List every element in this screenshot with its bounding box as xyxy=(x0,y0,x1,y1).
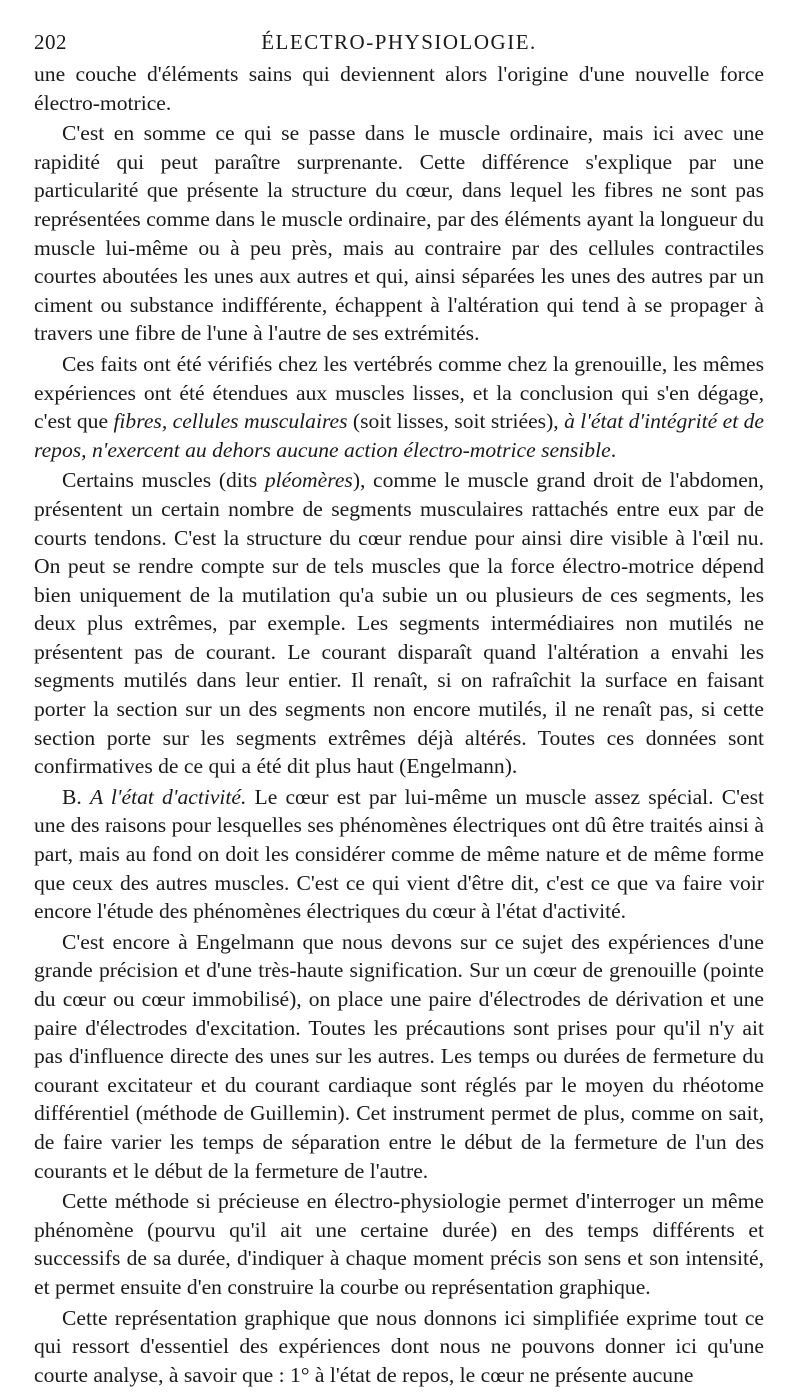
paragraph-1: une couche d'éléments sains qui deviennent alors l'origine d'une nouvelle force électro-motrice. xyxy=(34,62,764,115)
paragraph-3-emphasis-d: à l'état d'intégrité et de repos, n'exercent au dehors aucune action électro-motrice sensible xyxy=(34,409,764,462)
paragraph-4-emphasis-b: pléomères xyxy=(264,468,353,493)
paragraph-4-text-c: ), comme le muscle grand droit de l'abdomen, présentent un certain nombre de segments musculaires rattachés entre eux par de courts tendons. C'est la structure du cœur rendue pour ainsi dire visible à l'œil nu. On peut se rendre compte sur de tels muscles que la force électro-motrice dépend bien uniquement de la mutilation qu'a subie un ou plusieurs de ces segments, les deux plus extrêmes, par exemple. Les segments intermédiaires non mutilés ne présentent pas de courant. Le courant disparaît quand l'altération a envahi les segments mutilés dans leur entier. Il renaît, si on rafraîchit la surface en faisant porter la section sur un des segments non encore mutilés, il ne renaît pas, si cette section porte sur les segments extrêmes déjà altérés. Toutes ces données sont confirmatives de ce qui a été dit plus haut (Engelmann). xyxy=(34,468,764,779)
running-header xyxy=(34,30,764,60)
paragraph-5-text-c: Le cœur est par lui-même un muscle assez spécial. C'est une des raisons pour lesquelles ses phénomènes électriques ont dû être traités ainsi à part, mais au fond on doit les considérer comme de même nature et de même forme que ceux des autres muscles. C'est ce qui vient d'être dit, c'est ce que va faire voir encore l'étude des phénomènes électriques du cœur à l'état d'activité. xyxy=(34,784,765,924)
paragraph-3 xyxy=(34,350,764,464)
paragraph-7: Cette méthode si précieuse en électro-physiologie permet d'interroger un même phénomène (pourvu qu'il ait une certaine durée) en des temps différents et successifs de sa durée, d'indiquer à chaque moment précis son sens et son intensité, et permet ensuite d'en construire la courbe ou représentation graphique. xyxy=(34,1189,764,1299)
paragraph-5-text-a: B. xyxy=(62,784,90,809)
paragraph-3-text-a: Ces faits ont été vérifiés chez les vertébrés comme chez la grenouille, les mêmes expériences ont été étendues aux muscles lisses, et la conclusion qui s'en dégage, c'est que xyxy=(34,351,764,434)
paragraph-5 xyxy=(34,783,764,926)
paragraph-5-section-heading: A l'état d'activité. xyxy=(89,784,247,809)
paragraph-4 xyxy=(34,466,764,781)
paragraph-6: C'est encore à Engelmann que nous devons sur ce sujet des expériences d'une grande précision et d'une très-haute signification. Sur un cœur de grenouille (pointe du cœur ou cœur immobilisé), on place une paire d'électrodes de dérivation et une paire d'électrodes d'excitation. Toutes les précautions sont prises pour qu'il n'y ait pas d'influence directe des unes sur les autres. Les temps ou durées de fermeture du courant excitateur et du courant cardiaque sont réglés par le moyen du rhéotome différentiel (méthode de Guillemin). Cet instrument permet de plus, comme on sait, de faire varier les temps de séparation entre le début de la fermeture de l'un des courants et le début de la fermeture de l'autre. xyxy=(34,929,764,1183)
running-title: ÉLECTRO-PHYSIOLOGIE. xyxy=(261,30,537,54)
paragraph-3-text-e: . xyxy=(610,437,617,462)
paragraph-8: Cette représentation graphique que nous donnons ici simplifiée exprime tout ce qui ressort d'essentiel des expériences dont nous ne pouvons donner ici qu'une courte analyse, à savoir que : 1° à l'état de repos, le cœur ne présente aucune xyxy=(34,1305,764,1387)
paragraph-4-text-a: Certains muscles (dits xyxy=(62,468,265,493)
paragraph-2: C'est en somme ce qui se passe dans le muscle ordinaire, mais ici avec une rapidité qui peut paraître surprenante. Cette différence s'explique par une particularité que présente la structure du cœur, dans lequel les fibres ne sont pas représentées comme dans le muscle ordinaire, par des éléments ayant la longueur du muscle lui-même ou à peu près, mais au contraire par des cellules contractiles courtes aboutées les unes aux autres et qui, ainsi séparées les unes des autres par un ciment ou substance indifférente, échappent à l'altération qui tend à se propager à travers une fibre de l'une à l'autre de ses extrémités. xyxy=(34,121,764,346)
paragraph-3-text-c: (soit lisses, soit striées), xyxy=(347,409,565,434)
page-number: 202 xyxy=(34,30,67,54)
paragraph-3-emphasis-b: fibres, cellules musculaires xyxy=(113,409,348,434)
body-text xyxy=(34,60,764,1389)
